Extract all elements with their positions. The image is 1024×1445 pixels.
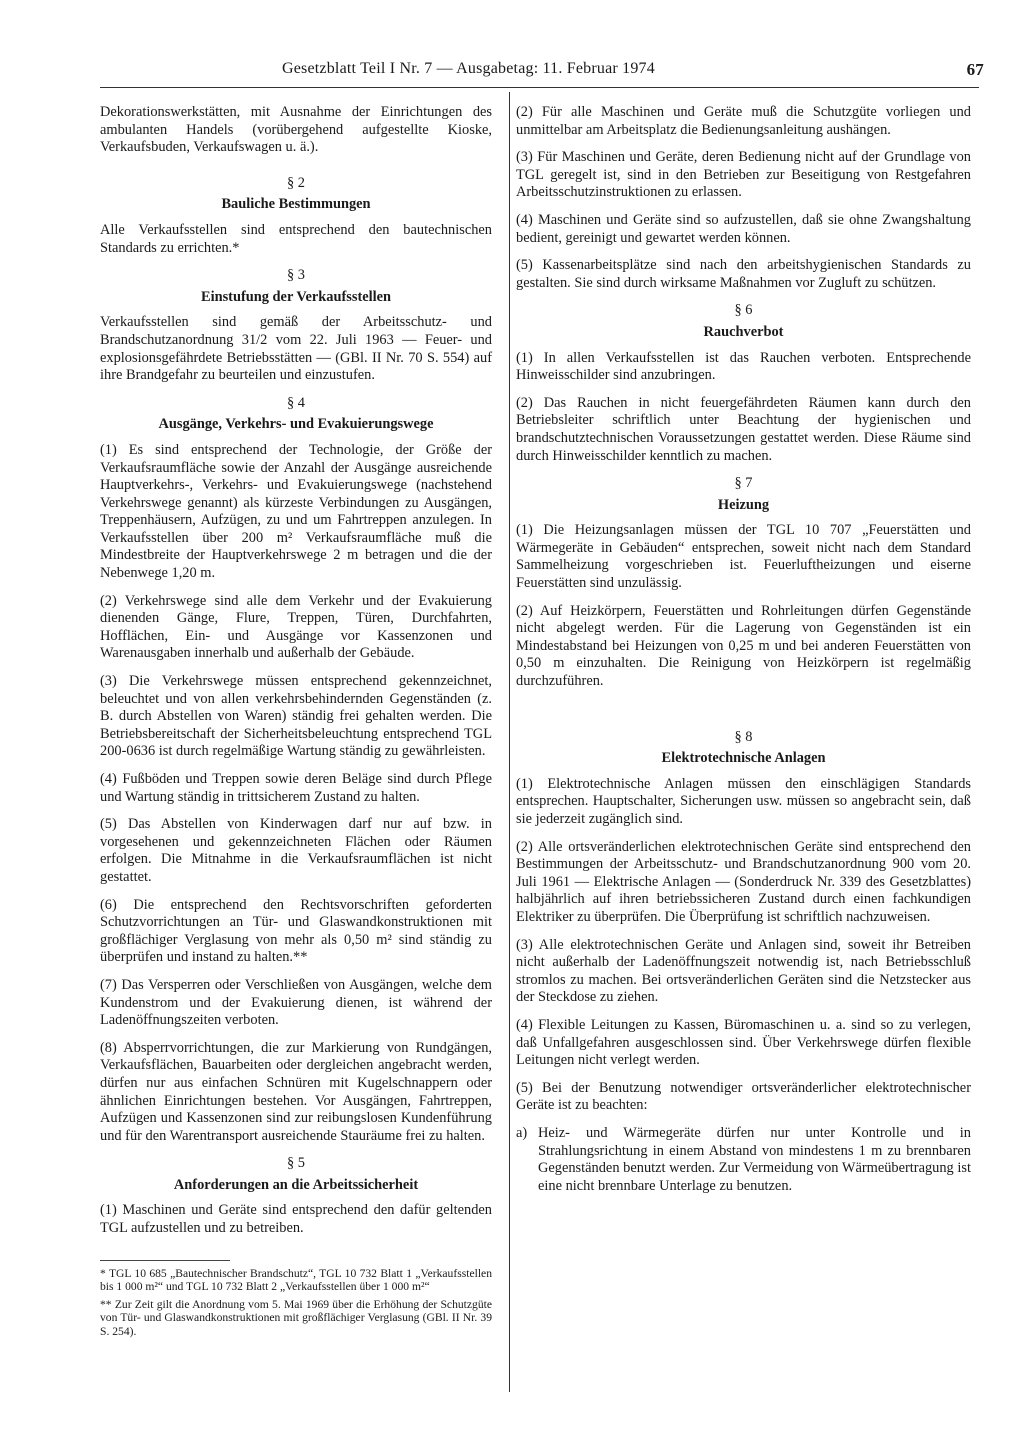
section-4-title: Ausgänge, Verkehrs- und Evakuierungswege	[158, 416, 434, 433]
section-7-paragraph-1: (1) Die Heizungsanlagen müssen der TGL 10 707 „Feuerstätten und Wärmegeräte in Gebäuden“ entsprechen, soweit nicht nach dem Standard Sammelheizung vorgeschrieben ist. Feuerluftheizungen und eiserne Feuerstätten sind unzulässig.	[516, 522, 971, 592]
footnote-1: * TGL 10 685 „Bautechnischer Brandschutz“, TGL 10 732 Blatt 1 „Verkaufsstellen bis 1 000 m²“ und TGL 10 732 Blatt 2 „Verkaufsstellen über 1 000 m²“	[100, 1266, 492, 1294]
section-5-number: § 5	[287, 1155, 305, 1172]
section-8-paragraph-2: (2) Alle ortsveränderlichen elektrotechnischen Geräte sind entsprechend den Bestimmungen der Arbeitsschutz- und Brandschutzanordnung 900 vom 20. Juli 1961 — Elektrische Anlagen — (Sonderdruck Nr. 339 des Gesetzblattes) halbjährlich auf ihren betriebssicheren Zustand durch einen fachkundigen Elektriker zu überprüfen. Die Überprüfung ist schriftlich nachzuweisen.	[516, 838, 971, 925]
section-5-paragraph-2: (2) Für alle Maschinen und Geräte muß die Schutzgüte vorliegen und unmittelbar am Arbeitsplatz die Bedienungsanleitung aushängen.	[516, 104, 971, 138]
column-divider	[509, 92, 510, 1392]
section-8-number: § 8	[734, 728, 753, 745]
list-item-label: a)	[516, 1124, 528, 1141]
section-3-number: § 3	[287, 267, 305, 284]
page-number: 67	[966, 60, 984, 79]
left-column	[100, 104, 492, 1343]
section-4-paragraph-4: (4) Fußböden und Treppen sowie deren Beläge sind durch Pflege und Wartung ständig in trittsicherem Zustand zu halten.	[100, 771, 492, 805]
section-4-paragraph-8: (8) Absperrvorrichtungen, die zur Markierung von Rundgängen, Verkaufsflächen, Bauarbeiten oder dergleichen angebracht werden, dürfen nur aus einfachen Schnüren mit Kugelschnappern oder ähnlichen Einrichtungen bestehen. Vor Ausgängen, Fahrtreppen, Aufzügen und Kassenzonen sind zur reibungslosen Kundenführung und für den Warentransport ausreichende Stauräume frei zu halten.	[100, 1039, 492, 1144]
section-2-paragraph: Alle Verkaufsstellen sind entsprechend den bautechnischen Standards zu errichten.*	[100, 221, 492, 256]
section-8-paragraph-5: (5) Bei der Benutzung notwendiger ortsveränderlicher elektrotechnischer Geräte ist zu beachten:	[516, 1079, 971, 1114]
page-header	[40, 60, 984, 84]
section-6-paragraph-1: (1) In allen Verkaufsstellen ist das Rauchen verboten. Entsprechende Hinweisschilder sind anzubringen.	[516, 349, 971, 384]
section-7-paragraph-2: (2) Auf Heizkörpern, Feuerstätten und Rohrleitungen dürfen Gegenstände nicht abgelegt werden. Für die Lagerung von Gegenständen ist ein Mindestabstand bei Heizungen von 0,25 m und bei anderen Feuerstätten von 0,50 m einzuhalten. Die Reinigung von Heizkörpern ist regelmäßig durchzuführen.	[516, 602, 971, 690]
section-3-paragraph: Verkaufsstellen sind gemäß der Arbeitsschutz- und Brandschutzanordnung 31/2 vom 22. Juli 1963 — Feuer- und explosionsgefährdete Betriebsstätten — (GBl. II Nr. 70 S. 554) auf ihre Brandgefahr zu beurteilen und einzustufen.	[100, 314, 492, 384]
footnote-2: ** Zur Zeit gilt die Anordnung vom 5. Mai 1969 über die Erhöhung der Schutzgüte von Tür- und Glaswandkonstruktionen mit großflächiger Verglasung (GBl. II Nr. 39 S. 254).	[100, 1297, 492, 1339]
intro-paragraph: Dekorationswerkstätten, mit Ausnahme der Einrichtungen des ambulanten Handels (vorübergehend aufgestellte Kioske, Verkaufsbuden, Verkaufswagen u. ä.).	[100, 104, 492, 156]
section-4-paragraph-1: (1) Es sind entsprechend der Technologie, der Größe der Verkaufsraumfläche sowie der Anzahl der Ausgänge ausreichende Hauptverkehrs-, Verkehrs- und Evakuierungswege (nachstehend Verkehrswege genannt) als kürzeste Verbindungen zu Ausgängen, Treppenhäusern, Aufzügen, zu und um Fahrtreppen anzulegen. In Verkaufsstellen über 200 m² Verkaufsraumfläche muß die Mindestbreite der Hauptverkehrswege 2 m betragen und die der Nebenwege 1,20 m.	[100, 441, 492, 582]
section-5-paragraph-3: (3) Für Maschinen und Geräte, deren Bedienung nicht auf der Grundlage von TGL geregelt ist, sind in den Betrieben zur Beseitigung von Restgefahren Arbeitsschutzinstruktionen zu erlassen.	[516, 149, 971, 201]
section-4-paragraph-5: (5) Das Abstellen von Kinderwagen darf nur auf bzw. in vorgesehenen und gekennzeichneten Flächen oder Räumen erfolgen. Die Mitnahme in die Verkaufsraumflächen ist nicht gestattet.	[100, 816, 492, 885]
section-7-number: § 7	[734, 475, 753, 492]
section-5-paragraph-5: (5) Kassenarbeitsplätze sind nach den arbeitshygienischen Standards zu gestalten. Sie sind durch wirksame Maßnahmen vor Zugluft zu schützen.	[516, 257, 971, 291]
section-5-paragraph-1: (1) Maschinen und Geräte sind entsprechend den dafür geltenden TGL aufzustellen und zu betreiben.	[100, 1202, 492, 1237]
section-8-paragraph-4: (4) Flexible Leitungen zu Kassen, Büromaschinen u. a. sind so zu verlegen, daß Unfallgefahren ausgeschlossen sind. Über Verkehrswege dürfen flexible Leitungen nicht verlegt werden.	[516, 1016, 971, 1069]
section-6-number: § 6	[734, 302, 753, 319]
section-4-paragraph-2: (2) Verkehrswege sind alle dem Verkehr und der Evakuierung dienenden Gänge, Flure, Treppen, Türen, Durchfahrten, Hofflächen, Ein- und Ausgänge vor Kassenzonen und Warenausgaben innerhalb und außerhalb der Gebäude.	[100, 592, 492, 662]
section-8-paragraph-3: (3) Alle elektrotechnischen Geräte und Anlagen sind, soweit ihr Betreiben nicht außerhalb der Ladenöffnungszeit notwendig ist, nach Betriebsschluß stromlos zu machen. Bei ortsveränderlichen Geräten sind die Netzstecker aus der Steckdose zu ziehen.	[516, 936, 971, 1006]
list-item-text: Heiz- und Wärmegeräte dürfen nur unter Kontrolle und in Strahlungsrichtung in einem Abstand von mindestens 1 m zu brennbaren Gegenständen benutzt werden. Zur Vermeidung von Wärmeübertragung ist eine nicht brennbare Unterlage zu benutzen.	[538, 1124, 971, 1194]
section-6-paragraph-2: (2) Das Rauchen in nicht feuergefährdeten Räumen kann durch den Betriebsleiter schriftlich unter Beachtung der hygienischen und brandschutztechnischen Voraussetzungen gestattet werden. Diese Räume sind durch Hinweisschilder kenntlich zu machen.	[516, 394, 971, 464]
section-4-number: § 4	[287, 394, 305, 411]
section-4-paragraph-7: (7) Das Versperren oder Verschließen von Ausgängen, welche dem Kundenstrom und der Evakuierung dienen, ist während der Ladenöffnungszeiten verboten.	[100, 976, 492, 1029]
section-2-number: § 2	[287, 174, 305, 191]
section-7-title: Heizung	[717, 496, 770, 513]
footnote-rule	[100, 1260, 230, 1261]
section-4-paragraph-6: (6) Die entsprechend den Rechtsvorschriften geforderten Schutzvorrichtungen an Tür- und Glaswandkonstruktionen mit großflächiger Verglasung von mehr als 0,50 m² sind ständig zu überprüfen und instand zu halten.**	[100, 896, 492, 966]
section-8-title: Elektrotechnische Anlagen	[661, 750, 826, 767]
section-6-title: Rauchverbot	[703, 323, 784, 340]
list-item	[516, 1125, 971, 1195]
section-3-title: Einstufung der Verkaufsstellen	[200, 288, 392, 305]
header-rule	[100, 87, 979, 88]
section-5-title: Anforderungen an die Arbeitssicherheit	[173, 1176, 419, 1193]
section-8-paragraph-1: (1) Elektrotechnische Anlagen müssen den einschlägigen Standards entsprechen. Hauptschalter, Sicherungen usw. müssen so angebracht sein, daß sie jederzeit zugänglich sind.	[516, 775, 971, 827]
section-5-paragraph-4: (4) Maschinen und Geräte sind so aufzustellen, daß sie ohne Zwangshaltung bedient, gereinigt und gewartet werden können.	[516, 211, 971, 246]
header-title: Gesetzblatt Teil I Nr. 7 — Ausgabetag: 11. Februar 1974	[282, 60, 655, 77]
section-2-title: Bauliche Bestimmungen	[221, 196, 371, 213]
section-spacer	[516, 701, 971, 719]
right-column	[516, 104, 971, 1203]
section-4-paragraph-3: (3) Die Verkehrswege müssen entsprechend gekennzeichnet, beleuchtet und von allen verkehrsbehindernden Gegenständen (z. B. durch Abstellen von Waren) ständig frei gehalten werden. Die Betriebsbereitschaft der Sicherheitsbeleuchtung entsprechend TGL 200-0636 ist durch regelmäßige Wartung ständig zu gewährleisten.	[100, 673, 492, 760]
